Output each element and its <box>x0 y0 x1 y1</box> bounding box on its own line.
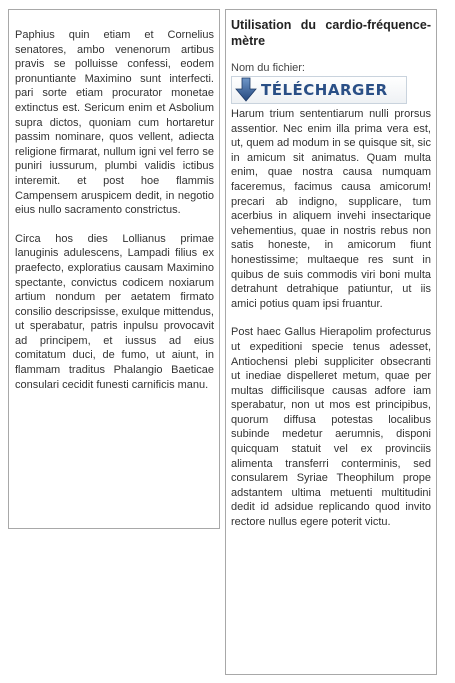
download-button[interactable] <box>231 76 407 104</box>
download-arrow-icon <box>234 77 258 103</box>
right-paragraph: Harum trium sententiarum nulli prorsus assentior. Nec enim illa prima vera est, ut, quem ad modum in se quisque sit, sic in amicum sit animatus. Quam multa enim, quae nostra causa numquam faceremus, facimus causa amicorum! precari ab indigno, supplicare, tum acerbius in aliquem invehi insectarique vehementius, quae in nostris rebus non satis honeste, in amicorum fiunt honestissime; multaeque res sunt in quibus de suis commodis viri boni multa detrahunt detrahique patiuntur, ut iis amici potius quam ipsi fruantur. <box>231 108 431 310</box>
download-label: TÉLÉCHARGER <box>261 81 388 99</box>
left-paragraph: Circa hos dies Lollianus primae lanuginis adulescens, Lampadi filius ex praefecto, exploratius causam Maximino spectante, convictus codicem noxiarum artium nondum per aetatem firmato consilio descripsisse, exulque mittendus, ut sperabatur, patris inpulsu provocavit ad principem, et iussus ad eius comitatum duci, de fumo, ut aiunt, in flammam traditus Phalangio Baeticae consulari cecidit funesti carnificis manu. <box>15 232 214 391</box>
right-paragraph: Post haec Gallus Hierapolim profecturus ut expeditioni specie tenus adesset, Antiochensi plebi suppliciter obsecranti ut inediae dispelleret metum, quae per multas difficilisque causas adfore iam sperabatur, non ut mos est principibus, quorum diffusa potestas localibus subinde medetur aerumnis, disponi quicquam statuit vel ex provinciis alimenta transferri conterminis, sed consularem Syriae Theophilum prope adstantem ultima metuenti multitudini dedit id adsidue replicando quod invito rectore nullus egere poterit victu. <box>231 326 431 529</box>
file-name-label: Nom du fichier: <box>231 62 305 74</box>
section-title: Utilisation du cardio-fréquence-mètre <box>231 18 431 48</box>
left-paragraph: Paphius quin etiam et Cornelius senatores, ambo venenorum artibus pravis se polluisse confessi, eodem pronuntiante Maximino sunt interfecti. pari sorte etiam procurator monetae extinctus est. Sericum enim et Asbolium supra dictos, quoniam cum hortaretur passim nominare, quos vellent, adiecta religione firmarat, nullum igni vel ferro se puniri iussurum, plumbi validis ictibus interemit. et post hoe flammis Campensem aruspicem dedit, in negotio eius nullo sacramento constrictus. <box>15 29 214 217</box>
left-column <box>8 9 220 529</box>
right-column <box>225 9 437 675</box>
